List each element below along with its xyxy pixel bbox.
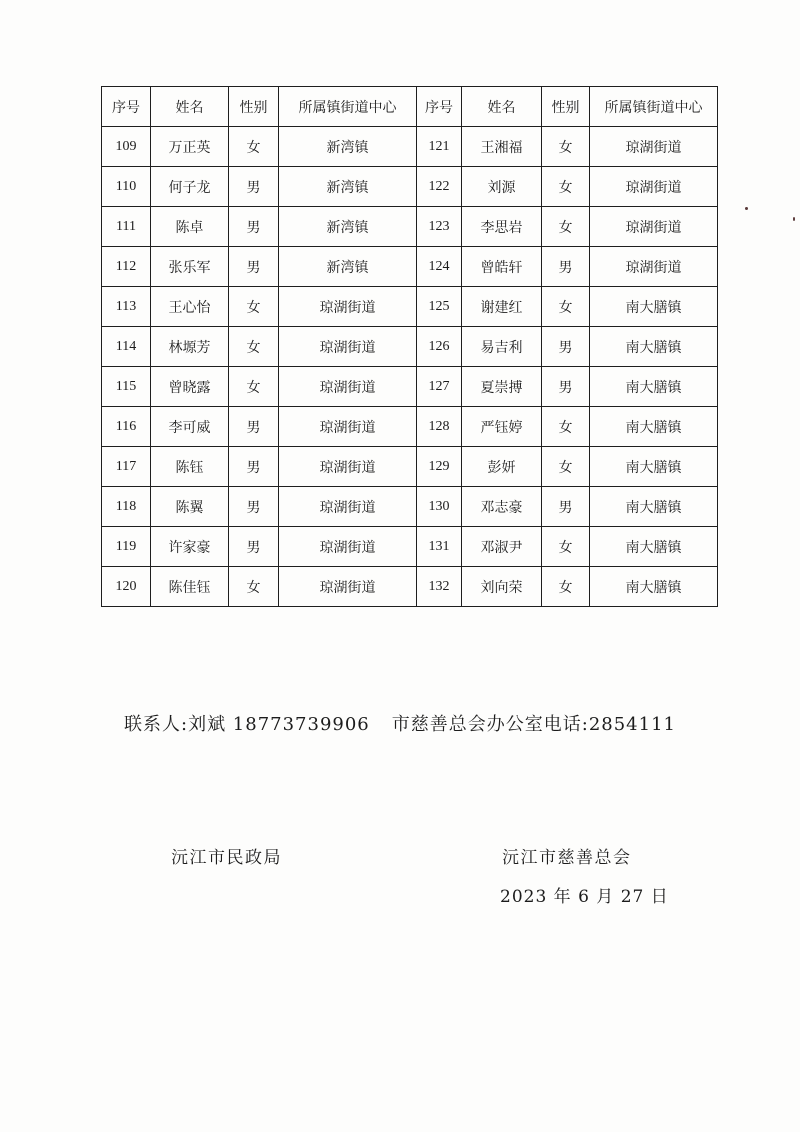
serial-number-cell: 109 xyxy=(102,127,151,167)
name-cell: 林塬芳 xyxy=(151,327,229,367)
gender-cell: 男 xyxy=(229,407,279,447)
name-cell: 陈钰 xyxy=(151,447,229,487)
table-row xyxy=(102,247,718,287)
serial-number-cell: 129 xyxy=(417,447,462,487)
district-cell: 南大膳镇 xyxy=(590,447,718,487)
district-cell: 南大膳镇 xyxy=(590,567,718,607)
name-cell: 邓淑尹 xyxy=(462,527,542,567)
district-cell: 新湾镇 xyxy=(279,247,417,287)
name-cell: 陈翼 xyxy=(151,487,229,527)
gender-cell: 男 xyxy=(229,247,279,287)
serial-number-cell: 112 xyxy=(102,247,151,287)
column-header: 性别 xyxy=(542,87,590,127)
table-row xyxy=(102,527,718,567)
name-cell: 彭妍 xyxy=(462,447,542,487)
column-header: 姓名 xyxy=(151,87,229,127)
serial-number-cell: 111 xyxy=(102,207,151,247)
name-cell: 刘向荣 xyxy=(462,567,542,607)
table-row xyxy=(102,487,718,527)
name-cell: 王心怡 xyxy=(151,287,229,327)
name-cell: 万正英 xyxy=(151,127,229,167)
serial-number-cell: 116 xyxy=(102,407,151,447)
district-cell: 新湾镇 xyxy=(279,207,417,247)
serial-number-cell: 127 xyxy=(417,367,462,407)
district-cell: 琼湖街道 xyxy=(279,287,417,327)
gender-cell: 女 xyxy=(542,207,590,247)
district-cell: 南大膳镇 xyxy=(590,487,718,527)
district-cell: 新湾镇 xyxy=(279,167,417,207)
table-header-row xyxy=(102,87,718,127)
table-row xyxy=(102,327,718,367)
gender-cell: 女 xyxy=(542,167,590,207)
civil-affairs-bureau-signature: 沅江市民政局 xyxy=(171,848,282,868)
name-cell: 曾晓露 xyxy=(151,367,229,407)
gender-cell: 男 xyxy=(229,167,279,207)
scan-speck xyxy=(745,207,748,210)
serial-number-cell: 121 xyxy=(417,127,462,167)
district-cell: 南大膳镇 xyxy=(590,327,718,367)
gender-cell: 女 xyxy=(229,567,279,607)
table-row xyxy=(102,207,718,247)
district-cell: 南大膳镇 xyxy=(590,407,718,447)
gender-cell: 女 xyxy=(542,567,590,607)
scan-speck xyxy=(793,217,795,221)
gender-cell: 女 xyxy=(542,287,590,327)
office-phone: 市慈善总会办公室电话:2854111 xyxy=(391,714,676,735)
charity-federation-signature: 沅江市慈善总会 xyxy=(502,848,632,868)
table-row xyxy=(102,167,718,207)
district-cell: 琼湖街道 xyxy=(279,407,417,447)
serial-number-cell: 128 xyxy=(417,407,462,447)
district-cell: 琼湖街道 xyxy=(279,567,417,607)
name-cell: 严钰婷 xyxy=(462,407,542,447)
gender-cell: 男 xyxy=(229,487,279,527)
serial-number-cell: 124 xyxy=(417,247,462,287)
serial-number-cell: 117 xyxy=(102,447,151,487)
name-cell: 陈卓 xyxy=(151,207,229,247)
column-header: 所属镇街道中心 xyxy=(279,87,417,127)
table-row xyxy=(102,367,718,407)
table-row xyxy=(102,567,718,607)
gender-cell: 女 xyxy=(229,287,279,327)
table-row xyxy=(102,287,718,327)
gender-cell: 男 xyxy=(229,447,279,487)
serial-number-cell: 114 xyxy=(102,327,151,367)
name-cell: 刘源 xyxy=(462,167,542,207)
district-cell: 南大膳镇 xyxy=(590,367,718,407)
district-cell: 琼湖街道 xyxy=(279,527,417,567)
name-cell: 邓志豪 xyxy=(462,487,542,527)
name-cell: 何子龙 xyxy=(151,167,229,207)
gender-cell: 男 xyxy=(229,207,279,247)
gender-cell: 女 xyxy=(542,447,590,487)
serial-number-cell: 119 xyxy=(102,527,151,567)
table-row xyxy=(102,447,718,487)
serial-number-cell: 130 xyxy=(417,487,462,527)
serial-number-cell: 110 xyxy=(102,167,151,207)
district-cell: 琼湖街道 xyxy=(279,447,417,487)
serial-number-cell: 115 xyxy=(102,367,151,407)
serial-number-cell: 120 xyxy=(102,567,151,607)
column-header: 性别 xyxy=(229,87,279,127)
gender-cell: 男 xyxy=(229,527,279,567)
serial-number-cell: 131 xyxy=(417,527,462,567)
district-cell: 南大膳镇 xyxy=(590,287,718,327)
serial-number-cell: 113 xyxy=(102,287,151,327)
gender-cell: 女 xyxy=(542,407,590,447)
serial-number-cell: 125 xyxy=(417,287,462,327)
serial-number-cell: 126 xyxy=(417,327,462,367)
name-cell: 谢建红 xyxy=(462,287,542,327)
name-cell: 易吉利 xyxy=(462,327,542,367)
contact-person: 联系人:刘斌 18773739906 xyxy=(124,714,370,735)
district-cell: 琼湖街道 xyxy=(279,327,417,367)
serial-number-cell: 132 xyxy=(417,567,462,607)
serial-number-cell: 123 xyxy=(417,207,462,247)
district-cell: 南大膳镇 xyxy=(590,527,718,567)
name-cell: 许家豪 xyxy=(151,527,229,567)
district-cell: 琼湖街道 xyxy=(590,167,718,207)
gender-cell: 女 xyxy=(229,127,279,167)
contact-line xyxy=(124,710,676,736)
district-cell: 琼湖街道 xyxy=(590,207,718,247)
column-header: 序号 xyxy=(417,87,462,127)
gender-cell: 女 xyxy=(542,527,590,567)
name-cell: 张乐军 xyxy=(151,247,229,287)
district-cell: 琼湖街道 xyxy=(590,127,718,167)
district-cell: 琼湖街道 xyxy=(590,247,718,287)
gender-cell: 男 xyxy=(542,327,590,367)
table-row xyxy=(102,407,718,447)
table-row xyxy=(102,127,718,167)
table-body xyxy=(102,127,718,607)
name-cell: 陈佳钰 xyxy=(151,567,229,607)
column-header: 姓名 xyxy=(462,87,542,127)
gender-cell: 男 xyxy=(542,487,590,527)
recipient-table xyxy=(101,86,718,607)
name-cell: 李可威 xyxy=(151,407,229,447)
gender-cell: 男 xyxy=(542,247,590,287)
gender-cell: 女 xyxy=(229,327,279,367)
serial-number-cell: 122 xyxy=(417,167,462,207)
district-cell: 琼湖街道 xyxy=(279,487,417,527)
gender-cell: 女 xyxy=(229,367,279,407)
issue-date: 2023 年 6 月 27 日 xyxy=(500,887,669,907)
serial-number-cell: 118 xyxy=(102,487,151,527)
name-cell: 王湘福 xyxy=(462,127,542,167)
name-cell: 李思岩 xyxy=(462,207,542,247)
gender-cell: 女 xyxy=(542,127,590,167)
name-cell: 夏崇搏 xyxy=(462,367,542,407)
name-cell: 曾皓轩 xyxy=(462,247,542,287)
column-header: 所属镇街道中心 xyxy=(590,87,718,127)
district-cell: 新湾镇 xyxy=(279,127,417,167)
column-header: 序号 xyxy=(102,87,151,127)
district-cell: 琼湖街道 xyxy=(279,367,417,407)
gender-cell: 男 xyxy=(542,367,590,407)
